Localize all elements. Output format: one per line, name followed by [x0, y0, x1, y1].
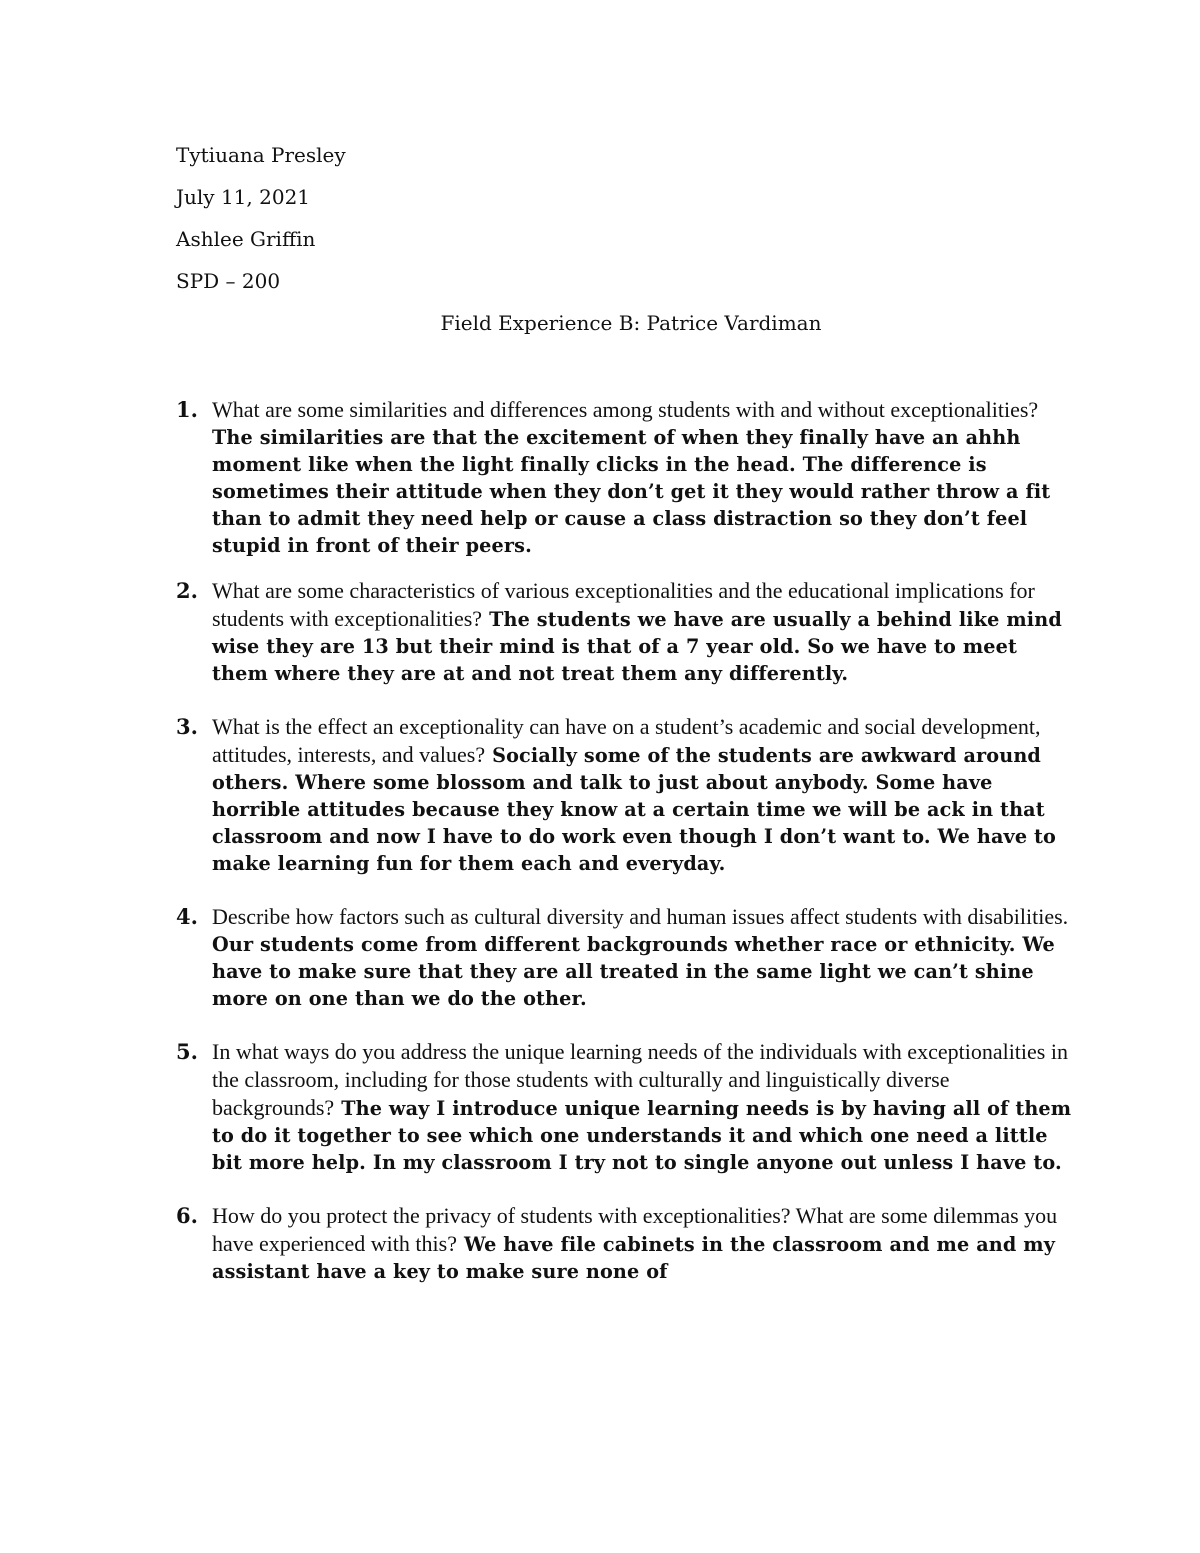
- question-text: How do you protect the privacy of students with exceptionalities? What are some dilemmas you have experienced with this?: [212, 1203, 1058, 1256]
- question-number: 2.: [176, 578, 198, 603]
- document-title: Field Experience B: Patrice Vardiman: [440, 311, 822, 335]
- answer-text: Our students come from different backgrounds whether race or ethnicity. We have to make sure that they are all treated in the same light we can’t shine more on one than we do the other.: [212, 933, 1055, 1010]
- question-text: In what ways do you address the unique learning needs of the individuals with exceptionalities in the classroom, including for those students with culturally and linguistically diverse backgrounds?: [212, 1039, 1068, 1120]
- question-text: What are some characteristics of various exceptionalities and the educational implications for students with exceptionalities?: [212, 578, 1035, 631]
- question-text: Describe how factors such as cultural diversity and human issues affect students with disabilities.: [212, 904, 1069, 929]
- document-date: July 11, 2021: [176, 185, 311, 209]
- answer-text: Socially some of the students are awkward around others. Where some blossom and talk to just about anybody. Some have horrible attitudes because they know at a certain time we will be ack in that classroom and now I have to do work even though I don’t want to. We have to make learning fun for them each and everyday.: [212, 744, 1057, 875]
- answer-text: The similarities are that the excitement of when they finally have an ahhh moment like when the light finally clicks in the head. The difference is sometimes their attitude when they don’t get it they would rather throw a fit than to admit they need help or cause a class distraction so they don’t feel stupid in front of their peers.: [212, 426, 1051, 557]
- question-number: 1.: [176, 397, 198, 422]
- course-code: SPD – 200: [176, 269, 281, 293]
- question-number: 4.: [176, 904, 198, 929]
- student-name: Tytiuana Presley: [176, 143, 346, 167]
- answer-text: We have file cabinets in the classroom and me and my assistant have a key to make sure none of: [212, 1233, 1056, 1283]
- question-text: What are some similarities and differences among students with and without exceptionalities?: [212, 397, 1039, 422]
- question-item: [176, 903, 1076, 1012]
- question-number: 3.: [176, 714, 198, 739]
- question-item: [176, 396, 1076, 559]
- question-item: [176, 577, 1076, 687]
- question-item: [176, 1202, 1076, 1285]
- question-item: [176, 713, 1076, 877]
- question-list: [176, 396, 1076, 1285]
- question-number: 5.: [176, 1039, 198, 1064]
- question-item: [176, 1038, 1076, 1176]
- instructor-name: Ashlee Griffin: [176, 227, 316, 251]
- question-text: What is the effect an exceptionality can have on a student’s academic and social development, attitudes, interests, and values?: [212, 714, 1041, 767]
- answer-text: The way I introduce unique learning needs is by having all of them to do it together to see which one understands it and which one need a little bit more help. In my classroom I try not to single anyone out unless I have to.: [212, 1097, 1072, 1174]
- question-number: 6.: [176, 1203, 198, 1228]
- answer-text: The students we have are usually a behind like mind wise they are 13 but their mind is that of a 7 year old. So we have to meet them where they are at and not treat them any differently.: [212, 608, 1062, 685]
